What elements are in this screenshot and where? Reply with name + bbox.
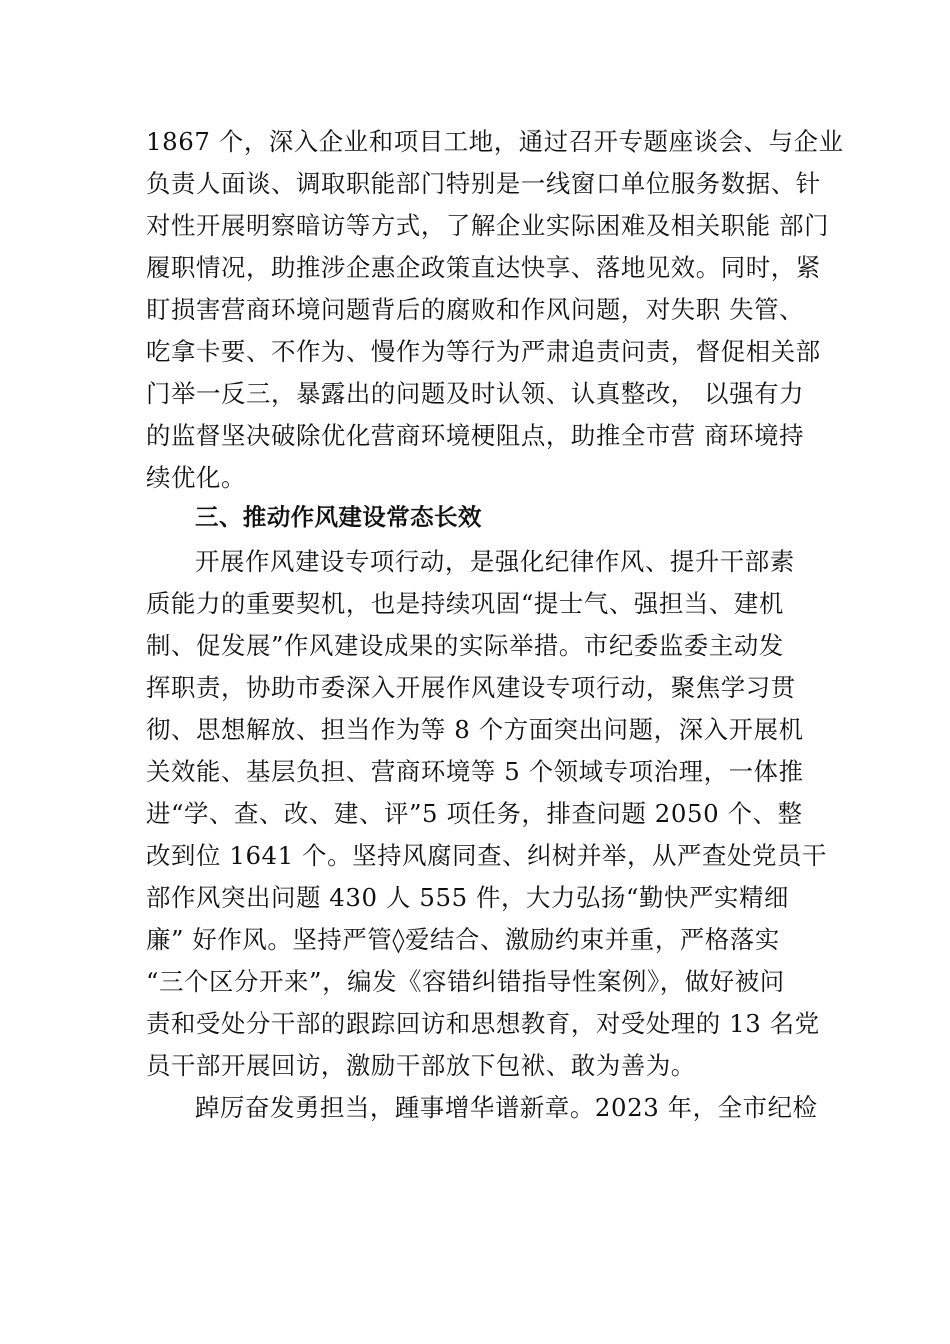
paragraph-2-line-7: 进“学、查、改、建、评”5 项任务，排查问题 2050 个、整 xyxy=(146,799,803,828)
paragraph-1-line-4: 履职情况，助推涉企惠企政策直达快享、落地见效。同时，紧 xyxy=(146,253,821,282)
paragraph-2-line-13: 员干部开展回访，激励干部放下包袱、敢为善为。 xyxy=(146,1051,696,1080)
paragraph-2-line-11: “三个区分开来”，编发《容错纠错指导性案例》，做好被问 xyxy=(146,967,785,996)
paragraph-2-line-12: 责和受处分干部的跟踪回访和思想教育，对受处理的 13 名党 xyxy=(146,1009,820,1038)
paragraph-2-line-4: 挥职责，协助市委深入开展作风建设专项行动，聚焦学习贯 xyxy=(146,673,796,702)
paragraph-2-line-5: 彻、思想解放、担当作为等 8 个方面突出问题，深入开展机 xyxy=(146,715,804,744)
paragraph-1-line-1: 1867 个，深入企业和项目工地，通过召开专题座谈会、与企业 xyxy=(146,127,844,156)
paragraph-2-line-6: 关效能、基层负担、营商环境等 5 个领域专项治理，一体推 xyxy=(146,757,804,786)
paragraph-2-line-8: 改到位 1641 个。坚持风腐同查、纠树并举，从严查处党员干 xyxy=(146,841,827,870)
paragraph-1-line-7: 门举一反三，暴露出的问题及时认领、认真整改， 以强有力 xyxy=(146,379,805,408)
paragraph-2-line-9: 部作风突出问题 430 人 555 件，大力弘扬“勤快严实精细 xyxy=(146,883,790,912)
paragraph-2-line-3: 制、促发展”作风建设成果的实际举措。市纪委监委主动发 xyxy=(146,631,784,660)
paragraph-1-line-8: 的监督坚决破除优化营商环境梗阻点，助推全市营 商环境持 xyxy=(146,421,805,450)
paragraph-2-line-10: 廉” 好作风。坚持严管◊爱结合、激励约束并重，严格落实 xyxy=(146,925,780,954)
paragraph-3-line-1: 踔厉奋发勇担当，踵事增华谱新章。2023 年，全市纪检 xyxy=(195,1093,818,1122)
paragraph-1-line-3: 对性开展明察暗访等方式，了解企业实际困难及相关职能 部门 xyxy=(146,211,830,240)
paragraph-1-line-9: 续优化。 xyxy=(146,463,246,492)
paragraph-1-line-5: 盯损害营商环境问题背后的腐败和作风问题，对失职 失管、 xyxy=(146,295,805,324)
paragraph-1-line-6: 吃拿卡要、不作为、慢作为等行为严肃追责问责，督促相关部 xyxy=(146,337,821,366)
section-heading: 三、推动作风建设常态长效 xyxy=(195,503,482,531)
paragraph-2-line-2: 质能力的重要契机，也是持续巩固“提士气、强担当、建机 xyxy=(146,589,784,618)
paragraph-1-line-2: 负责人面谈、调取职能部门特别是一线窗口单位服务数据、针 xyxy=(146,169,821,198)
paragraph-2-line-1: 开展作风建设专项行动，是强化纪律作风、提升干部素 xyxy=(195,547,795,576)
